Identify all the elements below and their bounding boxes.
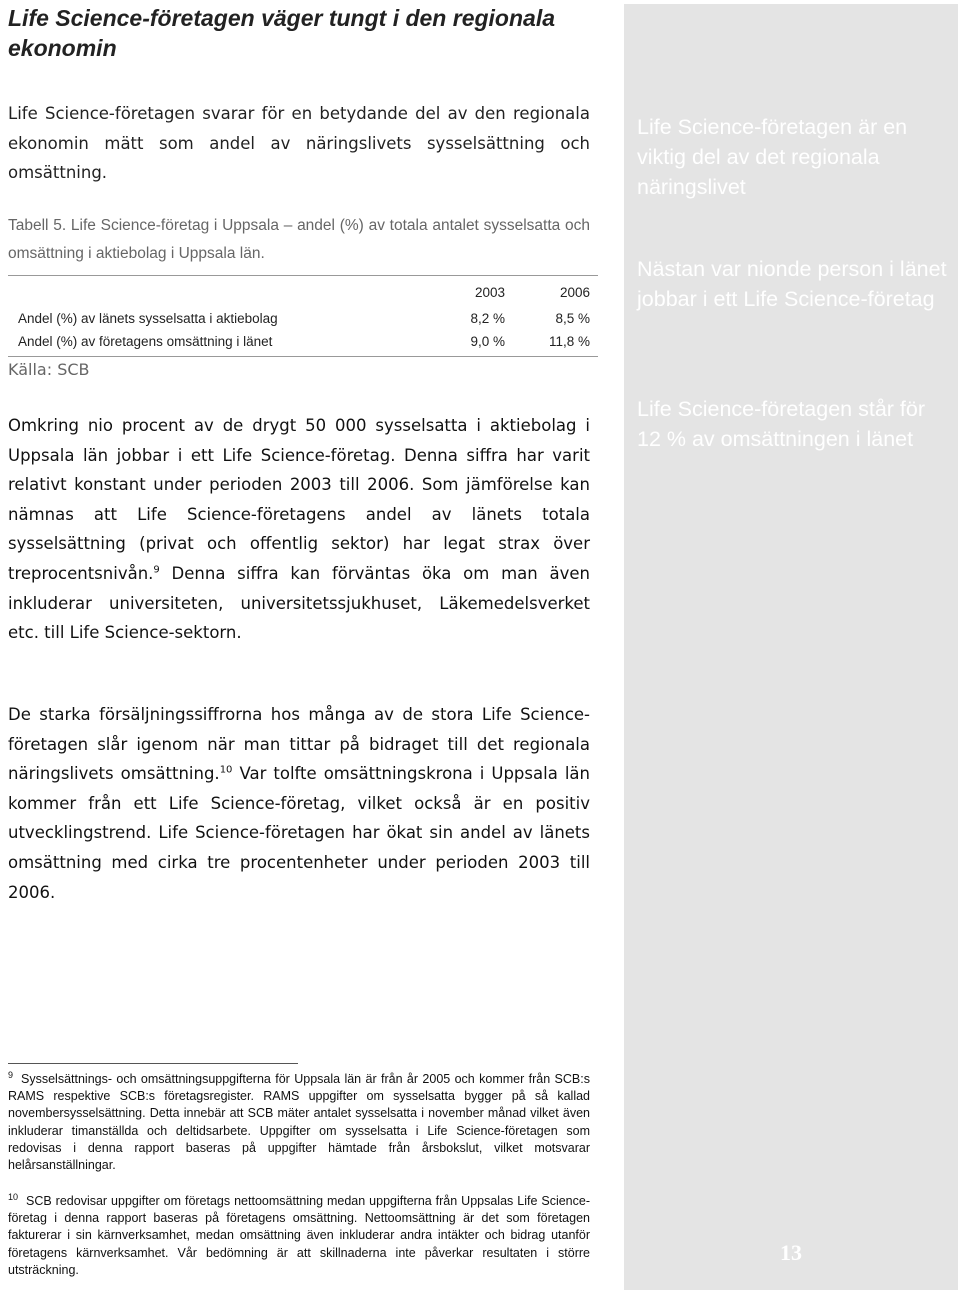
table-source: Källa: SCB [8,360,90,379]
table-row [18,332,590,352]
body-paragraph-2 [8,700,590,907]
sidebar-callout: Life Science-företagen står för 12 % av omsättningen i länet [637,397,926,451]
table-caption: Tabell 5. Life Science-företag i Uppsala – andel (%) av totala antalet sysselsatta och omsättning i aktiebolag i Uppsala län. [8,217,590,262]
table-row-label: Andel (%) av företagens omsättning i länet [18,334,273,349]
table-row [18,309,590,329]
footnote-text: SCB redovisar uppgifter om företags nettoomsättning medan uppgifterna från Uppsalas Life Science-företag i denna rapport baseras på företagens omsättning. Nettoomsättning är det som företagen fakturerar i sin kärnverksamhet, medan omsättning även inkluderar andra intäkter och bidrag utanför företagens kärnverksamhet. Vår bedömning är att skillnaderna inte påverkar resultaten i större utsträckning. [8,1194,590,1277]
intro-paragraph: Life Science-företagen svarar för en betydande del av den regionala ekonomin mätt som andel av näringslivets sysselsättning och omsättning. [8,104,590,182]
table-header-2003: 2003 [474,285,505,300]
footnote-9 [8,1071,590,1174]
body-paragraph-1-text-b: Denna siffra kan förväntas öka om man även inkluderar universiteten, universitetssjukhuset, Läkemedelsverket etc. till Life Science-sektorn. [8,563,590,643]
footnote-number: 10 [8,1191,19,1202]
body-paragraph-2-text-a: De starka försäljningssiffrorna hos många av de stora Life Science-företagen slår igenom när man tittar på bidraget till det regionala näringslivets omsättning. [8,705,590,784]
body-paragraph-1 [8,411,590,648]
body-paragraph-1-text-a: Omkring nio procent av de drygt 50 000 sysselsatta i aktiebolag i Uppsala län jobbar i ett Life Science-företag. Denna siffra har varit relativt konstant under perioden 2003 till 2006. Som jämförelse kan nämnas att Life Science-företagens andel av länets totala sysselsättning (privat och offentlig sektor) har legat strax över treprocentsnivån. [8,416,590,583]
footnote-separator [8,1063,298,1064]
sidebar-callout: Life Science-företagen är en viktig del av det regionala näringslivet [637,115,908,199]
footnote-ref-10[interactable]: 10 [219,764,233,776]
footnote-text: Sysselsättnings- och omsättningsuppgifterna för Uppsala län är från år 2005 och kommer från SCB:s RAMS respektive SCB:s företagsregister. RAMS uppgifter om sysselsatta bygger på så kallad novembersysselsättning. Detta innebär att SCB mäter antalet sysselsatta i november månad vilket även inkluderar timanställda och deltidsarbete. Uppgifter om sysselsatta i Life Science-företagen som redovisas i denna rapport baseras på uppgifter hämtade från årsbokslut, vilket motsvarar helårsanställningar. [8,1072,590,1173]
table-bottom-rule [8,356,598,357]
footnote-number: 9 [8,1069,14,1080]
table-header-2006: 2006 [559,285,590,300]
sidebar-panel [624,4,958,1290]
footnote-10 [8,1193,590,1279]
table-row-label: Andel (%) av länets sysselsatta i aktiebolag [18,311,278,326]
table-cell-2003: 8,2 % [470,311,505,326]
footnote-ref-9[interactable]: 9 [153,564,160,576]
sidebar-callout: Nästan var nionde person i länet jobbar i ett Life Science-företag [637,257,947,311]
table-top-rule [8,275,598,276]
table-cell-2006: 8,5 % [555,311,590,326]
body-paragraph-2-text-b: Var tolfte omsättningskrona i Uppsala län kommer från ett Life Science-företag, vilket också är en positiv utvecklingstrend. Life Science-företagen har ökat sin andel av länets omsättning med cirka tre procentenheter under perioden 2003 till 2006. [8,764,590,902]
table-header-row [18,283,590,303]
page-title: Life Science-företagen väger tungt i den regionala ekonomin [8,5,556,61]
table-cell-2006: 11,8 % [548,334,590,349]
page-number: 13 [780,1240,802,1265]
table-cell-2003: 9,0 % [470,334,505,349]
